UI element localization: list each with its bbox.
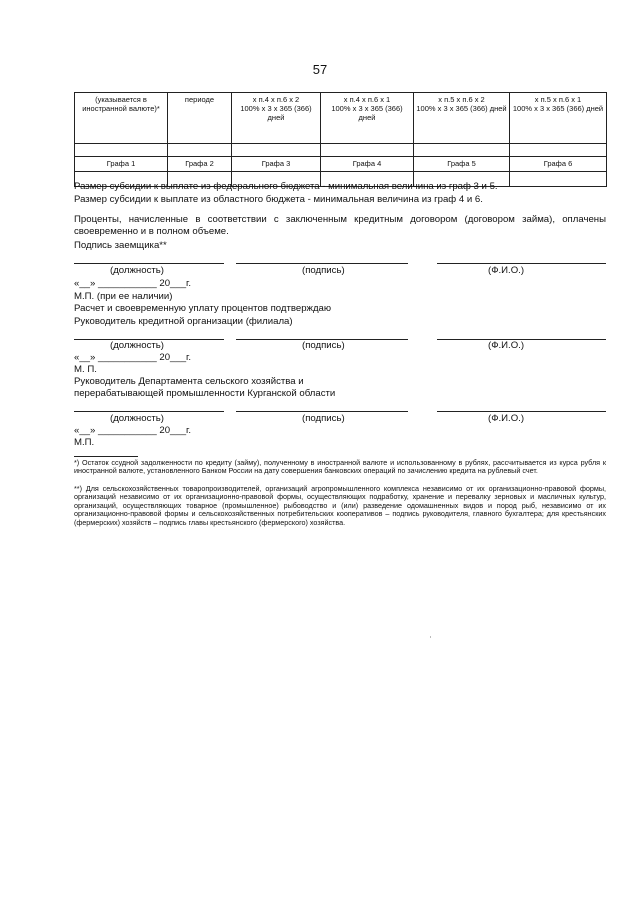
bank-head-label: Руководитель кредитной организации (филиала) <box>74 316 293 327</box>
dept-head-label: Руководитель Департамента сельского хозяйства и <box>74 376 304 387</box>
footnote-separator <box>74 456 138 457</box>
header-cell-graph-4: х п.4 х п.6 х 1 100% х 3 х 365 (366) дней <box>321 93 414 144</box>
name-line <box>437 411 606 412</box>
signature-caption: (подпись) <box>302 413 345 424</box>
column-label: Графа 4 <box>321 157 414 172</box>
column-label: Графа 3 <box>232 157 321 172</box>
position-caption: (должность) <box>110 265 164 276</box>
date-line: «__» ___________ 20___г. <box>74 278 192 289</box>
subsidy-calculation-table <box>74 92 607 187</box>
name-caption: (Ф.И.О.) <box>488 413 525 424</box>
scan-speck <box>430 636 431 638</box>
column-label: Графа 6 <box>510 157 607 172</box>
header-cell-graph-5: х п.5 х п.6 х 2 100% х 3 х 365 (366) дней <box>414 93 510 144</box>
position-line <box>74 411 224 412</box>
column-label: Графа 2 <box>168 157 232 172</box>
dept-head-label: перерабатывающей промышленности Курганской области <box>74 388 336 399</box>
table-gap-row <box>75 144 607 157</box>
column-label: Графа 1 <box>75 157 168 172</box>
column-label: Графа 5 <box>414 157 510 172</box>
position-line <box>74 263 224 264</box>
interest-statement-text: Проценты, начисленные в соответствии с заключенным кредитным договором (договором займа), оплачены своевременно и в полном объеме. <box>74 214 606 237</box>
name-line <box>437 263 606 264</box>
header-cell-foreign-currency: (указывается в иностранной валюте)* <box>75 93 168 144</box>
date-line: «__» ___________ 20___г. <box>74 352 192 363</box>
position-caption: (должность) <box>110 340 164 351</box>
confirm-payment-text: Расчет и своевременную уплату процентов подтверждаю <box>74 303 332 314</box>
subsidy-regional-text: Размер субсидии к выплате из областного бюджета - минимальная величина из граф 4 и 6. <box>74 194 483 205</box>
name-caption: (Ф.И.О.) <box>488 265 525 276</box>
subsidy-federal-text: Размер субсидии к выплате из федерального бюджета - минимальная величина из граф 3 и 5. <box>74 181 498 192</box>
stamp-label: М.П. <box>74 437 95 448</box>
footnote-signatures: **) Для сельскохозяйственных товаропроизводителей, организаций агропромышленного комплекса независимо от их организационно-правовой формы, организаций независимо от их организационно-правовой формы, осуществляющих подработку, хранение и перевалку зерновых и масличных культур, организаций, осуществляющих товарное (промышленное) рыбоводство и (или) разведение одомашненных видов и пород рыб, независимо от их организационно-правовой формы и сельскохозяйственных потребительских кооперативов – подпись руководителя, главного бухгалтера; для крестьянских (фермерских) хозяйств – подпись главы крестьянского (фермерского) хозяйства. <box>74 484 606 527</box>
header-cell-graph-3: х п.4 х п.6 х 2 100% х 3 х 365 (366) дней <box>232 93 321 144</box>
signature-line <box>236 263 408 264</box>
header-cell-period: периоде <box>168 93 232 144</box>
name-caption: (Ф.И.О.) <box>488 340 525 351</box>
date-line: «__» ___________ 20___г. <box>74 425 192 436</box>
signature-caption: (подпись) <box>302 340 345 351</box>
position-caption: (должность) <box>110 413 164 424</box>
table-column-numbers-row <box>75 157 607 172</box>
stamp-label: М. П. <box>74 364 97 375</box>
borrower-signature-label: Подпись заемщика** <box>74 240 167 251</box>
table-header-row <box>75 93 607 144</box>
stamp-label: М.П. (при ее наличии) <box>74 291 173 302</box>
header-cell-graph-6: х п.5 х п.6 х 1 100% х 3 х 365 (366) дней <box>510 93 607 144</box>
page-number: 57 <box>312 62 328 77</box>
signature-caption: (подпись) <box>302 265 345 276</box>
footnote-foreign-currency: *) Остаток ссудной задолженности по кредиту (займу), полученному в иностранной валюте и использованному в рублях, рассчитывается из курса рубля к иностранной валюте, установленного Банком России на дату совершения банковских операций по зачислению кредита на рублевый счет. <box>74 458 606 476</box>
signature-line <box>236 411 408 412</box>
